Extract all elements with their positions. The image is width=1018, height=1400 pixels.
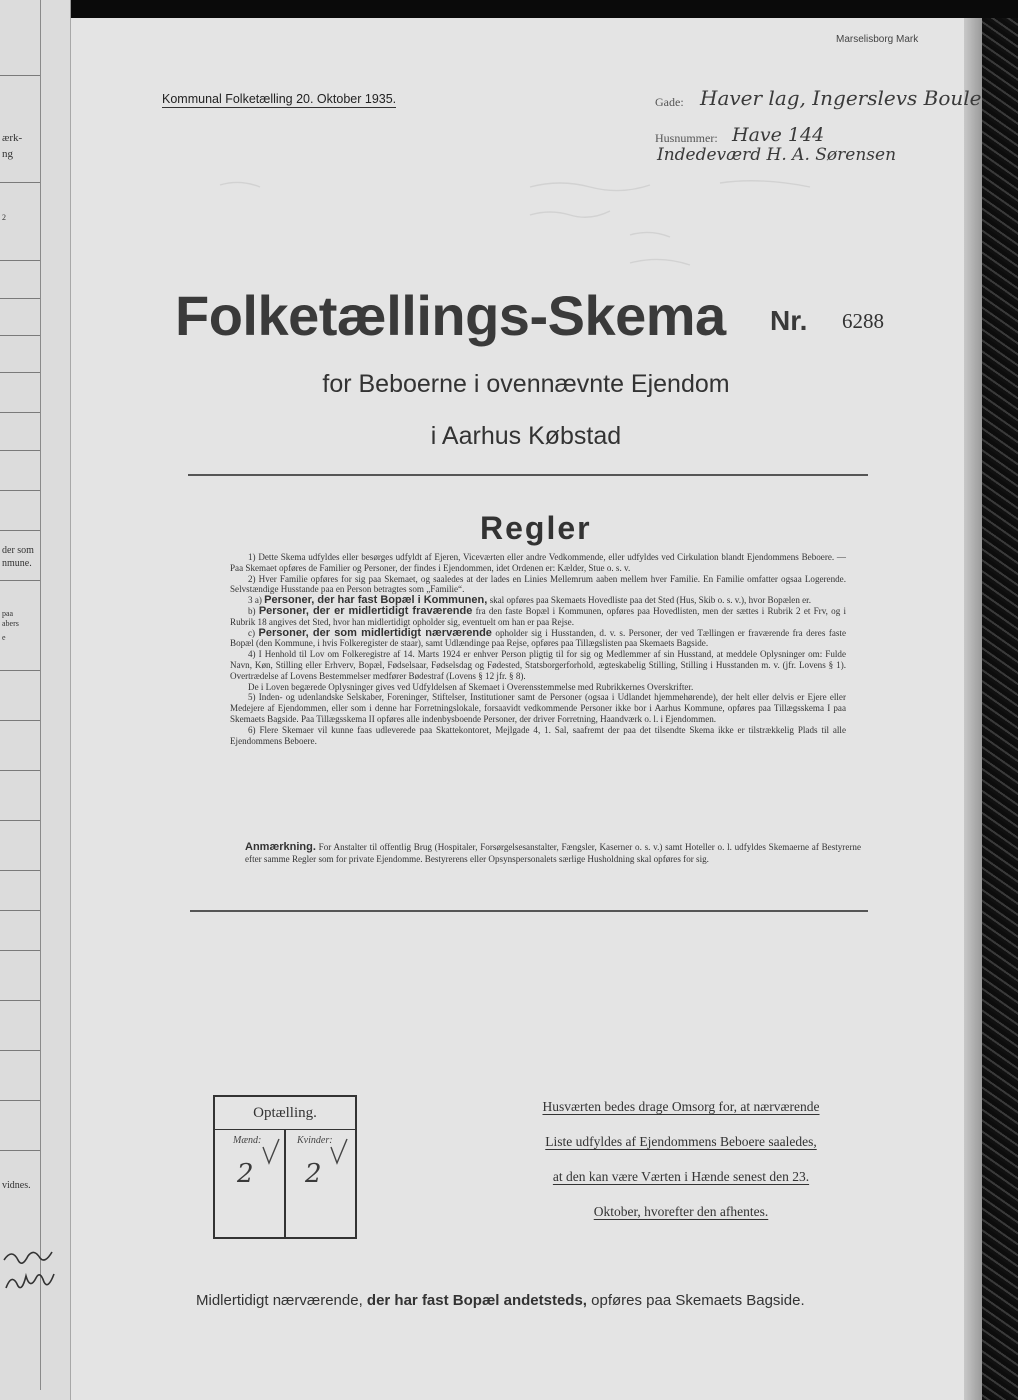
men-count: 2 [237, 1159, 254, 1189]
left-page-rule [0, 870, 40, 871]
host-instruction-line: Oktober, hvorefter den afhentes. [593, 1204, 769, 1219]
form-number-label: Nr. [770, 305, 808, 336]
rule-3c-body: opholder sig i Husstanden, d. v. s. Personer, der ved Tællingen er fraværende fra deres faste Bopæl (den Kommune, i hvis Folkeregister de staar), samt Udlændinge paa Rejse, opføres paa Tillægslisten paa Skemaets Bagside. [230, 627, 846, 649]
book-binding [982, 18, 1018, 1400]
left-page-rule [0, 670, 40, 671]
binding-edge [964, 18, 982, 1400]
remark-heading: Anmærkning. [245, 841, 316, 853]
street-value: Haver lag, Ingerslevs Boule [700, 86, 982, 110]
street-label: Gade: [655, 95, 684, 109]
rule-3c-number: c) [248, 627, 256, 638]
house-extra-value: Indedeværd H. A. Sørensen [657, 145, 897, 165]
host-instruction-line: Liste udfyldes af Ejendommens Beboere saaledes, [545, 1134, 817, 1149]
rule-3a-body: skal opføres paa Skemaets Hovedliste paa det Sted (Hus, Skib o. s. v.), hvor Bopælen er. [489, 595, 811, 606]
left-page-rule [0, 1100, 40, 1101]
check-mark-icon [329, 1137, 349, 1167]
remark-text [245, 842, 861, 865]
rule-5: 5) Inden- og udenlandske Selskaber, Foreninger, Stiftelser, Institutioner samt de Personer (ogsaa i Udlandet hjemmehørende), der helt eller delvis er Ejere eller Medejere af Ejendommen, eller som i denne har Forretningslokale, forsaavidt vedkommende Personer ikke bor i Aarhus Kommune, opføres paa Tillægsskema I paa Skemaets Bagside. Paa Tillægsskema II opføres alle indenbysboende Personer, der driver Forretning, Haandværk o. l. i Ejendommen. [230, 692, 846, 724]
rule-4b: De i Loven begærede Oplysninger gives ved Udfyldelsen af Skemaet i Overensstemmelse med Rubrikkernes Overskrifter. [248, 681, 694, 692]
left-page-fragment: paa [2, 609, 14, 618]
left-page-fragment: nmune. [2, 558, 32, 569]
footer-part-2: der har fast Bopæl andetsteds, [366, 1292, 587, 1309]
left-page-rule [0, 182, 40, 183]
left-page-rule [0, 75, 40, 76]
form-location: i Aarhus Købstad [430, 422, 622, 450]
rule-2: 2) Hver Familie opføres for sig paa Skemaet, og saaledes at der lades en Linies Mellemrum aaben mellem hver Familie. En Familie omfatter ogsaa Logerende. Selvstændige Husstande paa en Person betragtes som „Familie“. [230, 573, 846, 595]
left-page-rule [0, 335, 40, 336]
footer-note [196, 1292, 805, 1309]
left-page-rule [0, 530, 40, 531]
house-number-value: Have 144 [732, 124, 825, 146]
footer-part-3: opføres paa Skemaets Bagside. [591, 1292, 805, 1309]
rule-3a-heading: Personer, der har fast Bopæl i Kommunen, [264, 594, 488, 607]
left-page-rule [0, 950, 40, 951]
rule-3a-number: 3 a) [248, 595, 262, 606]
left-page-column-line [40, 0, 41, 1390]
left-page-fragment: 2 [2, 213, 6, 222]
rule-3c-heading: Personer, der som midlertidigt nærværende [258, 626, 492, 639]
women-count: 2 [305, 1159, 322, 1189]
left-page-rule [0, 820, 40, 821]
left-page-rule [0, 412, 40, 413]
left-page-rule [0, 298, 40, 299]
form-title: Folketællings-Skema [175, 284, 726, 347]
left-page-fragment: ng [2, 148, 13, 160]
left-page-rule [0, 260, 40, 261]
left-page-rule [0, 1150, 40, 1151]
rules-text [230, 552, 846, 746]
left-page-rule [0, 580, 40, 581]
women-label: Kvinder: [297, 1135, 333, 1146]
count-heading: Optælling. [215, 1097, 355, 1130]
rule-3c [230, 628, 846, 650]
left-page-rule [0, 770, 40, 771]
form-subtitle: for Beboerne i ovennævnte Ejendom [322, 370, 730, 398]
remark-body: For Anstalter til offentlig Brug (Hospitaler, Forsørgelsesanstalter, Fængsler, Kaserner o. s. v.) samt Hoteller o. l. udfyldes Skemaerne af Bestyrerne efter samme Regler som for private Ejendomme. Bestyrerens eller Opsynspersonalets særlige Husholdning skal opføres for sig. [245, 842, 861, 864]
left-page-fragment: e [2, 633, 6, 642]
rule-6: 6) Flere Skemaer vil kunne faas udleverede paa Skattekontoret, Mejlgade 4, 1. Sal, saafremt der paa det tilsendte Skema ikke er tilstrækkelig Plads til alle Ejendommens Beboere. [230, 724, 846, 746]
rules-heading: Regler [480, 510, 592, 546]
footer-part-1: Midlertidigt nærværende, [196, 1292, 363, 1309]
form-number-value: 6288 [842, 309, 884, 333]
left-page-rule [0, 450, 40, 451]
bleed-through-marks [200, 175, 900, 275]
men-label: Mænd: [233, 1135, 262, 1146]
rule-3b-number: b) [248, 605, 256, 616]
left-page-rule [0, 1000, 40, 1001]
check-mark-icon [261, 1137, 281, 1167]
left-page-rule [0, 910, 40, 911]
left-page-handwriting [0, 1240, 70, 1310]
census-date-line: Kommunal Folketælling 20. Oktober 1935. [162, 92, 397, 106]
rule-3b-body: fra den faste Bopæl i Kommunen, opføres paa Hovedlisten, men der sættes i Rubrik 2 et Frv, og i Rubrik 18 angives det Sted, hvor han midlertidigt opholder sig, eventuelt om han er paa Rejse. [230, 605, 846, 627]
left-page-strip [0, 0, 71, 1400]
left-page-rule [0, 720, 40, 721]
host-instruction-line: Husværten bedes drage Omsorg for, at nærværende [542, 1099, 820, 1114]
divider-rule [188, 474, 868, 476]
rule-1: 1) Dette Skema udfyldes eller besørges udfyldt af Ejeren, Viceværten eller andre Vedkommende, eller udfyldes ved Cirkulation blandt Ejendommens Beboere. — Paa Skemaet opføres de Familier og Personer, der findes i Ejendommen, idet Ordenen er: Kælder, Stue o. s. v. [230, 552, 846, 573]
count-divider [284, 1129, 286, 1237]
rule-3b-heading: Personer, der er midlertidigt fraværende [258, 604, 473, 617]
house-number-label: Husnummer: [655, 131, 718, 145]
rule-4: 4) I Henhold til Lov om Folkeregistre af 14. Marts 1924 er enhver Person pligtig til for sig og Medlemmer af sin Husstand, at meddele Oplysninger om: Fulde Navn, Køn, Stilling eller Erhverv, Bopæl, Fødselsaar, Fødselsdag og Fødested, Statsborgerforhold, ægteskabelig Stilling, Stilling i Husstanden m. v. (jfr. Lovens § 1). Overtrædelse af Lovens Bestemmelser medfører Bødestraf (Lovens § 12 jfr. § 8). [230, 649, 846, 681]
left-page-rule [0, 372, 40, 373]
left-page-rule [0, 1050, 40, 1051]
host-instruction-line: at den kan være Værten i Hænde senest den 23. [552, 1169, 810, 1184]
divider-rule [190, 910, 868, 912]
district-mark: Marselisborg Mark [836, 34, 919, 45]
left-page-fragment: abers [2, 619, 19, 628]
left-page-fragment: ærk- [2, 132, 23, 144]
left-page-fragment: vidnes. [2, 1180, 31, 1191]
count-box [213, 1095, 357, 1239]
left-page-rule [0, 490, 40, 491]
rule-3b [230, 606, 846, 628]
left-page-fragment: der som [2, 545, 34, 556]
